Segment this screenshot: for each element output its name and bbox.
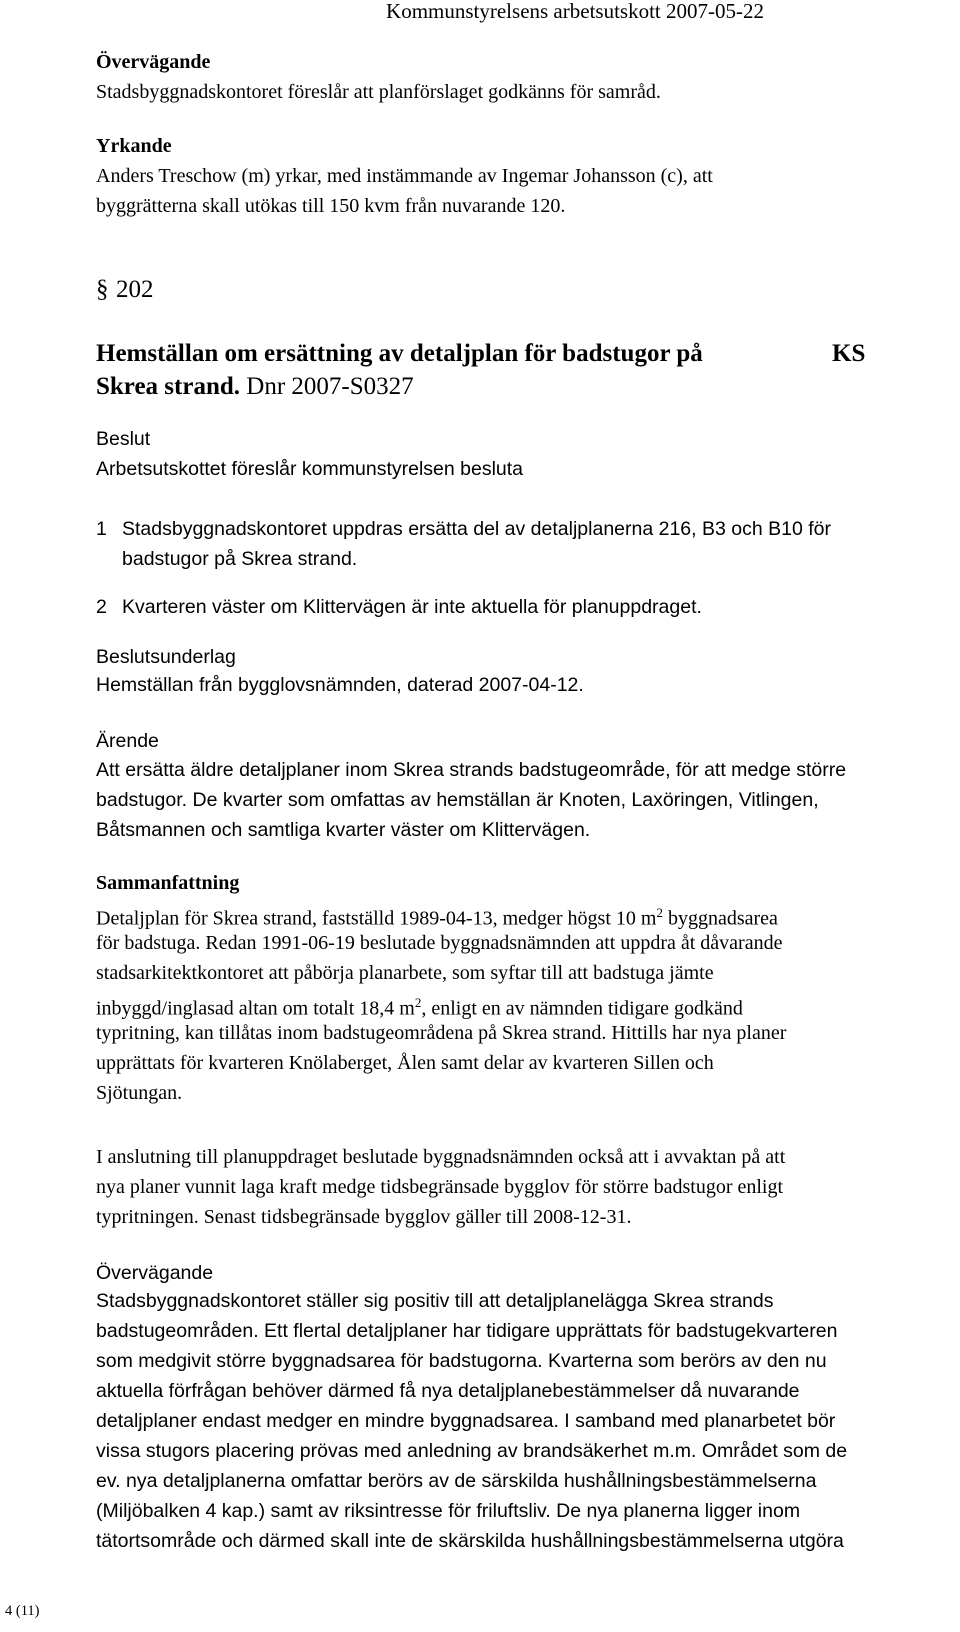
sammanfattning-para2-line-1: I anslutning till planuppdraget beslutade byggnadsnämnden också att i avvaktan på att: [96, 1146, 786, 1168]
heading-arende: Ärende: [96, 730, 159, 752]
beslutsunderlag-text: Hemställan från bygglovsnämnden, daterad 2007-04-12.: [96, 674, 584, 696]
beslut-item-1-number: 1: [96, 518, 107, 540]
beslut-intro: Arbetsutskottet föreslår kommunstyrelsen besluta: [96, 458, 524, 480]
superscript-2: 2: [656, 905, 663, 920]
heading-overvagande-2: Övervägande: [96, 1262, 214, 1284]
heading-yrkande: Yrkande: [96, 135, 172, 157]
beslut-item-2-line-1: Kvarteren väster om Klittervägen är inte aktuella för planuppdraget.: [122, 596, 702, 618]
arende-line-2: badstugor. De kvarter som omfattas av hemställan är Knoten, Laxöringen, Vitlingen,: [96, 789, 819, 811]
paragraph-dnr: Dnr 2007-S0327: [240, 373, 414, 400]
overvagande2-line-6: vissa stugors placering prövas med anledning av brandsäkerhet m.m. Området som de: [96, 1440, 848, 1462]
ks-tag: KS: [832, 340, 866, 367]
sammanfattning-para2-line-3: typritningen. Senast tidsbegränsade bygglov gäller till 2008-12-31.: [96, 1206, 632, 1228]
overvagande2-line-4: aktuella förfrågan behöver därmed få nya detaljplanebestämmelser då nuvarande: [96, 1380, 800, 1402]
arende-line-1: Att ersätta äldre detaljplaner inom Skrea strands badstugeområde, för att medge större: [96, 759, 847, 781]
superscript-2: 2: [414, 995, 422, 1010]
yrkande-line-1: Anders Treschow (m) yrkar, med instämmande av Ingemar Johansson (c), att: [96, 165, 713, 187]
beslut-item-1-line-2: badstugor på Skrea strand.: [122, 548, 358, 570]
sammanfattning-line-6: upprättats för kvarteren Knölaberget, Ålen samt delar av kvarteren Sillen och: [96, 1052, 714, 1074]
overvagande-top-text: Stadsbyggnadskontoret föreslår att planförslaget godkänns för samråd.: [96, 81, 661, 103]
paragraph-title-line-1: Hemställan om ersättning av detaljplan för badstugor på: [96, 340, 703, 367]
sammanfattning-line-2: för badstuga. Redan 1991-06-19 beslutade byggnadsnämnden att uppdra åt dåvarande: [96, 932, 783, 954]
sammanfattning-line-4-text: inbyggd/inglasad altan om totalt 18,4 m: [96, 997, 415, 1020]
overvagande2-line-3: som medgivit större byggnadsarea för badstugorna. Kvarterna som berörs av den nu: [96, 1350, 827, 1372]
overvagande2-line-9: tätortsområde och därmed skall inte de skärskilda hushållningsbestämmelserna utgöra: [96, 1530, 844, 1552]
beslut-item-1-line-1: Stadsbyggnadskontoret uppdras ersätta del av detaljplanerna 216, B3 och B10 för: [122, 518, 831, 540]
sammanfattning-line-7: Sjötungan.: [96, 1082, 183, 1104]
overvagande2-line-1: Stadsbyggnadskontoret ställer sig positiv till att detaljplanelägga Skrea strands: [96, 1290, 774, 1312]
paragraph-number: 202: [116, 276, 154, 303]
heading-sammanfattning: Sammanfattning: [96, 872, 240, 894]
heading-beslut: Beslut: [96, 428, 151, 450]
overvagande2-line-8: (Miljöbalken 4 kap.) samt av riksintresse för friluftsliv. De nya planerna ligger inom: [96, 1500, 801, 1522]
paragraph-title-line-2: [96, 373, 414, 401]
overvagande2-line-2: badstugeområden. Ett flertal detaljplaner har tidigare upprättats för badstugekvarteren: [96, 1320, 838, 1342]
heading-overvagande-top: Övervägande: [96, 51, 211, 73]
yrkande-line-2: byggrätterna skall utökas till 150 kvm från nuvarande 120.: [96, 195, 566, 217]
overvagande2-line-7: ev. nya detaljplanerna omfattar berörs av de särskilda hushållningsbestämmelserna: [96, 1470, 817, 1492]
paragraph-symbol: §: [96, 276, 109, 303]
arende-line-3: Båtsmannen och samtliga kvarter väster om Klittervägen.: [96, 819, 591, 841]
overvagande2-line-5: detaljplaner endast medger en mindre byggnadsarea. I samband med planarbetet bör: [96, 1410, 836, 1432]
sammanfattning-line-5: typritning, kan tillåtas inom badstugeområdena på Skrea strand. Hittills har nya planer: [96, 1022, 787, 1044]
sammanfattning-line-4-end: , enligt en av nämnden tidigare godkänd: [421, 997, 743, 1020]
heading-beslutsunderlag: Beslutsunderlag: [96, 646, 236, 668]
beslut-item-2-number: 2: [96, 596, 107, 618]
page-header: Kommunstyrelsens arbetsutskott 2007-05-22: [386, 0, 764, 23]
sammanfattning-line-1-text: Detaljplan för Skrea strand, fastställd 1989-04-13, medger högst 10 m: [96, 907, 657, 930]
sammanfattning-line-3: stadsarkitektkontoret att påbörja planarbete, som syftar till att badstuga jämte: [96, 962, 714, 984]
sammanfattning-line-1-end: byggnadsarea: [662, 907, 778, 930]
page-number: 4 (11): [5, 1603, 40, 1619]
paragraph-title-location: Skrea strand.: [96, 373, 241, 400]
sammanfattning-para2-line-2: nya planer vunnit laga kraft medge tidsbegränsade bygglov för större badstugor enligt: [96, 1176, 784, 1198]
